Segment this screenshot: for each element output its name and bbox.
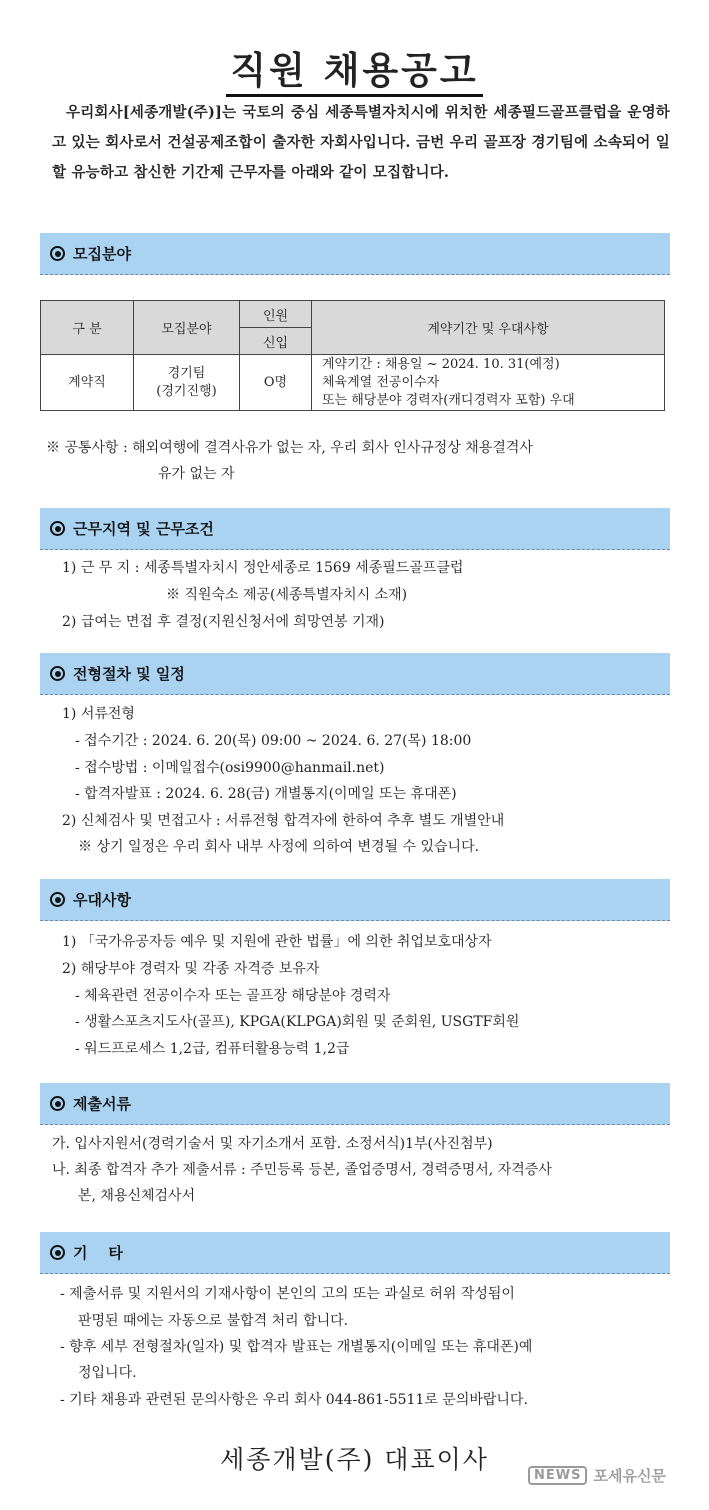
section-header-location: 근무지역 및 근무조건 bbox=[40, 508, 670, 550]
document-line: 본, 채용신체검사서 bbox=[78, 1188, 196, 1204]
preference-line: - 워드프로세스 1,2급, 컴퓨터활용능력 1,2급 bbox=[75, 1041, 350, 1057]
table-header-terms: 계약기간 및 우대사항 bbox=[312, 301, 665, 355]
location-line: ※ 직원숙소 제공(세종특별자치시 소재) bbox=[166, 587, 408, 603]
document-line: 나. 최종 합격자 추가 제출서류 : 주민등록 등본, 졸업증명서, 경력증명서, 자격증사 bbox=[52, 1162, 552, 1178]
signature: 세종개발(주) 대표이사 bbox=[220, 1445, 489, 1474]
location-line: 1) 근 무 지 : 세종특별자치시 정안세종로 1569 세종필드골프클럽 bbox=[62, 560, 464, 576]
section-header-recruit: 모집분야 bbox=[40, 233, 670, 275]
cell-count: O명 bbox=[240, 355, 312, 411]
etc-line: - 향후 세부 전형절차(일자) 및 합격자 발표는 개별통지(이메일 또는 휴대폰)예 bbox=[60, 1339, 533, 1355]
process-line: - 접수방법 : 이메일접수(osi9900@hanmail.net) bbox=[75, 760, 385, 776]
etc-line: - 제출서류 및 지원서의 기재사항이 본인의 고의 또는 과실로 허위 작성됨이 bbox=[60, 1286, 515, 1302]
cell-category: 계약직 bbox=[41, 355, 134, 411]
section-header-documents: 제출서류 bbox=[40, 1083, 670, 1125]
common-note-line: ※ 공통사항 : 해외여행에 결격사유가 없는 자, 우리 회사 인사규정상 채용결격사 bbox=[46, 440, 533, 456]
watermark bbox=[528, 1465, 666, 1486]
preference-line: 2) 해당부야 경력자 및 각종 자격증 보유자 bbox=[62, 961, 320, 977]
news-logo-icon: NEWS bbox=[528, 1466, 587, 1485]
bullet-circle-icon bbox=[50, 246, 65, 261]
table-header-field: 모집분야 bbox=[134, 301, 240, 355]
preference-line: 1) 「국가유공자등 예우 및 지원에 관한 법률」에 의한 취업보호대상자 bbox=[62, 934, 492, 950]
table-header-category: 구 분 bbox=[41, 301, 134, 355]
preference-line: - 체육관련 전공이수자 또는 골프장 해당분야 경력자 bbox=[75, 988, 391, 1004]
table-row bbox=[41, 355, 665, 411]
process-line: - 접수기간 : 2024. 6. 20(목) 09:00 ~ 2024. 6. 27(목) 18:00 bbox=[75, 733, 472, 749]
cell-terms: 계약기간 : 채용일 ~ 2024. 10. 31(예정) 체육계열 전공이수자 또는 해당분야 경력자(캐디경력자 포함) 우대 bbox=[312, 355, 665, 411]
location-line: 2) 급여는 면접 후 결정(지원신청서에 희망연봉 기재) bbox=[62, 614, 385, 630]
bullet-circle-icon bbox=[50, 892, 65, 907]
bullet-circle-icon bbox=[50, 666, 65, 681]
process-line: ※ 상기 일정은 우리 회사 내부 사정에 의하여 변경될 수 있습니다. bbox=[78, 839, 480, 855]
preference-line: - 생활스포츠지도사(골프), KPGA(KLPGA)회원 및 준회원, USGTF회원 bbox=[75, 1014, 520, 1030]
document-line: 가. 입사지원서(경력기술서 및 자기소개서 포함. 소정서식)1부(사진첨부) bbox=[52, 1136, 493, 1152]
intro-paragraph: 우리회사[세종개발(주)]는 국토의 중심 세종특별자치시에 위치한 세종필드골프클럽을 운영하고 있는 회사로서 건설공제조합이 출자한 자회사입니다. 금번 우리 골프장 경기팀에 소속되어 일할 유능하고 참신한 기간제 근무자를 아래와 같이 모집합니다. bbox=[52, 104, 670, 181]
section-header-process: 전형절차 및 일정 bbox=[40, 653, 670, 695]
watermark-text: 포세유신문 bbox=[593, 1467, 666, 1485]
bullet-circle-icon bbox=[50, 521, 65, 536]
table-header-headcount: 인원 bbox=[240, 301, 312, 328]
bullet-circle-icon bbox=[50, 1096, 65, 1111]
section-header-etc: 기 타 bbox=[40, 1232, 670, 1274]
bullet-circle-icon bbox=[50, 1245, 65, 1260]
table-header-new-hire: 신입 bbox=[240, 328, 312, 355]
recruit-table bbox=[40, 300, 665, 411]
page-title: 직원 채용공고 bbox=[0, 40, 709, 94]
etc-line: 정입니다. bbox=[78, 1365, 137, 1381]
common-note-line: 유가 없는 자 bbox=[158, 466, 235, 482]
process-line: - 합격자발표 : 2024. 6. 28(금) 개별통지(이메일 또는 휴대폰) bbox=[75, 786, 457, 802]
process-line: 2) 신체검사 및 면접고사 : 서류전형 합격자에 한하여 추후 별도 개별안내 bbox=[62, 813, 505, 829]
etc-line: 판명된 때에는 자동으로 불합격 처리 합니다. bbox=[78, 1313, 349, 1329]
etc-line: - 기타 채용과 관련된 문의사항은 우리 회사 044-861-5511로 문의바랍니다. bbox=[60, 1392, 528, 1408]
section-header-preference: 우대사항 bbox=[40, 879, 670, 921]
cell-field: 경기팀 (경기진행) bbox=[134, 355, 240, 411]
process-line: 1) 서류전형 bbox=[62, 706, 135, 722]
